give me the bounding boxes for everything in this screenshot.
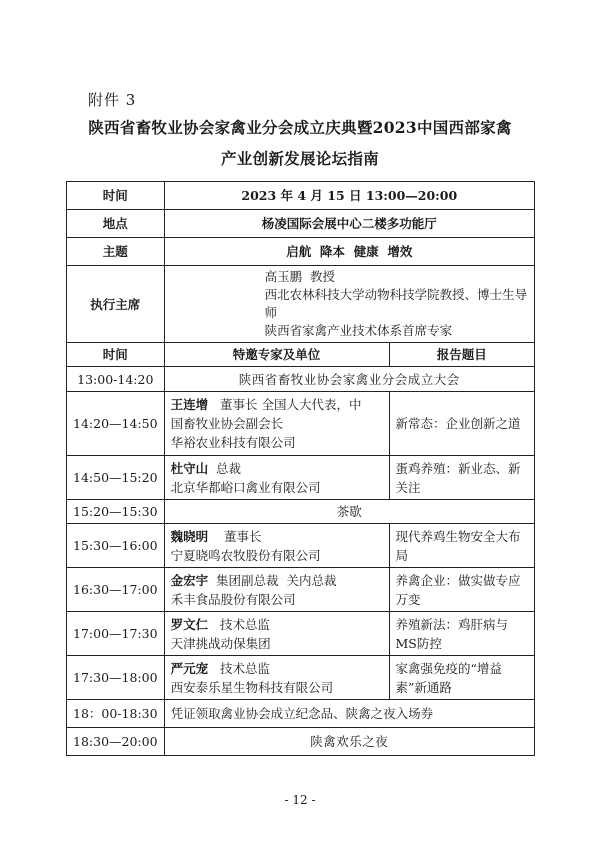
row-event: 陕西省畜牧业协会家禽业分会成立大会 (164, 367, 534, 392)
row-expert (164, 392, 389, 456)
info-row-theme (67, 238, 535, 266)
expert-org: 西安泰乐星生物科技有限公司 (170, 679, 334, 695)
expert-title: 技术总监 (220, 616, 271, 632)
host-name: 高玉鹏 教授 (264, 269, 336, 284)
schedule-row (67, 524, 535, 568)
expert-name: 罗文仁 (170, 616, 209, 632)
header-time: 时间 (67, 343, 165, 367)
schedule-row (67, 500, 535, 524)
expert-org: 禾丰食品股份有限公司 (170, 591, 296, 607)
header-topic: 报告题目 (389, 343, 535, 367)
expert-title-cont: 国畜牧业协会副会长 (170, 416, 284, 431)
expert-name: 杜守山 (170, 460, 209, 476)
row-event: 茶歇 (164, 500, 534, 524)
host-label: 执行主席 (67, 266, 165, 343)
row-time: 15:20—15:30 (67, 500, 165, 524)
schedule-row (67, 568, 535, 612)
expert-title: 集团副总裁 关内总裁 (216, 572, 337, 588)
row-event: 凭证领取禽业协会成立纪念品、陕禽之夜入场券 (164, 700, 534, 728)
row-topic: 新常态：企业创新之道 (389, 392, 535, 456)
row-topic: 养禽企业：做实做专应万变 (389, 568, 535, 612)
expert-org: 北京华都峪口禽业有限公司 (170, 479, 321, 495)
schedule-row (67, 456, 535, 500)
row-event: 陕禽欢乐之夜 (164, 728, 534, 756)
expert-org: 华裕农业科技有限公司 (170, 435, 296, 450)
host-cell (164, 266, 534, 343)
theme-label: 主题 (67, 238, 165, 266)
header-experts: 特邀专家及单位 (164, 343, 389, 367)
expert-name: 魏晓明 (170, 528, 209, 544)
expert-org: 宁夏晓鸣农牧股份有限公司 (170, 547, 321, 563)
theme-value: 启航 降本 健康 增效 (164, 238, 534, 266)
header-row (67, 343, 535, 367)
row-expert (164, 524, 389, 568)
page-number: - 12 - (284, 793, 316, 807)
expert-name: 王连增 (170, 397, 209, 412)
row-expert (164, 612, 389, 656)
row-time: 18：00-18:30 (67, 700, 165, 728)
time-value: 2023 年 4 月 15 日 13:00—20:00 (164, 182, 534, 210)
row-topic: 养殖新法：鸡肝病与MS防控 (389, 612, 535, 656)
row-expert (164, 456, 389, 500)
row-expert (164, 568, 389, 612)
row-topic: 蛋鸡养殖：新业态、新关注 (389, 456, 535, 500)
schedule-row (67, 612, 535, 656)
row-time: 17:30—18:00 (67, 656, 165, 700)
schedule-table (66, 181, 535, 756)
place-label: 地点 (67, 210, 165, 238)
row-time: 15:30—16:00 (67, 524, 165, 568)
host-role: 陕西省家禽产业技术体系首席专家 (264, 323, 453, 338)
schedule-row (67, 367, 535, 392)
expert-name: 金宏宇 (170, 572, 209, 588)
schedule-row (67, 656, 535, 700)
row-expert (164, 656, 389, 700)
place-value: 杨凌国际会展中心二楼多功能厅 (164, 210, 534, 238)
host-affiliation: 西北农林科技大学动物科技学院教授、博士生导师 (264, 287, 528, 320)
expert-org: 天津挑战动保集团 (170, 635, 271, 651)
row-time: 16:30—17:00 (67, 568, 165, 612)
expert-title: 董事长 全国人大代表，中 (220, 397, 362, 412)
info-row-time (67, 182, 535, 210)
schedule-row (67, 700, 535, 728)
schedule-row (67, 728, 535, 756)
schedule-row (67, 392, 535, 456)
info-row-place (67, 210, 535, 238)
row-time: 18:30—20:00 (67, 728, 165, 756)
info-row-host (67, 266, 535, 343)
time-label: 时间 (67, 182, 165, 210)
expert-title: 董事长 (223, 528, 262, 544)
expert-title: 技术总监 (220, 660, 271, 676)
row-time: 14:20—14:50 (67, 392, 165, 456)
row-time: 17:00—17:30 (67, 612, 165, 656)
expert-title: 总裁 (216, 460, 242, 476)
document-title-line-2: 产业创新发展论坛指南 (220, 149, 379, 168)
expert-name: 严元宠 (170, 660, 209, 676)
row-time: 13:00-14:20 (67, 367, 165, 392)
document-title-line-1: 陕西省畜牧业协会家禽业分会成立庆典暨2023中国西部家禽 (88, 118, 512, 137)
row-topic: 家禽强免疫的“增益素”新通路 (389, 656, 535, 700)
row-time: 14:50—15:20 (67, 456, 165, 500)
row-topic: 现代养鸡生物安全大布局 (389, 524, 535, 568)
attachment-label: 附件 3 (88, 91, 137, 109)
